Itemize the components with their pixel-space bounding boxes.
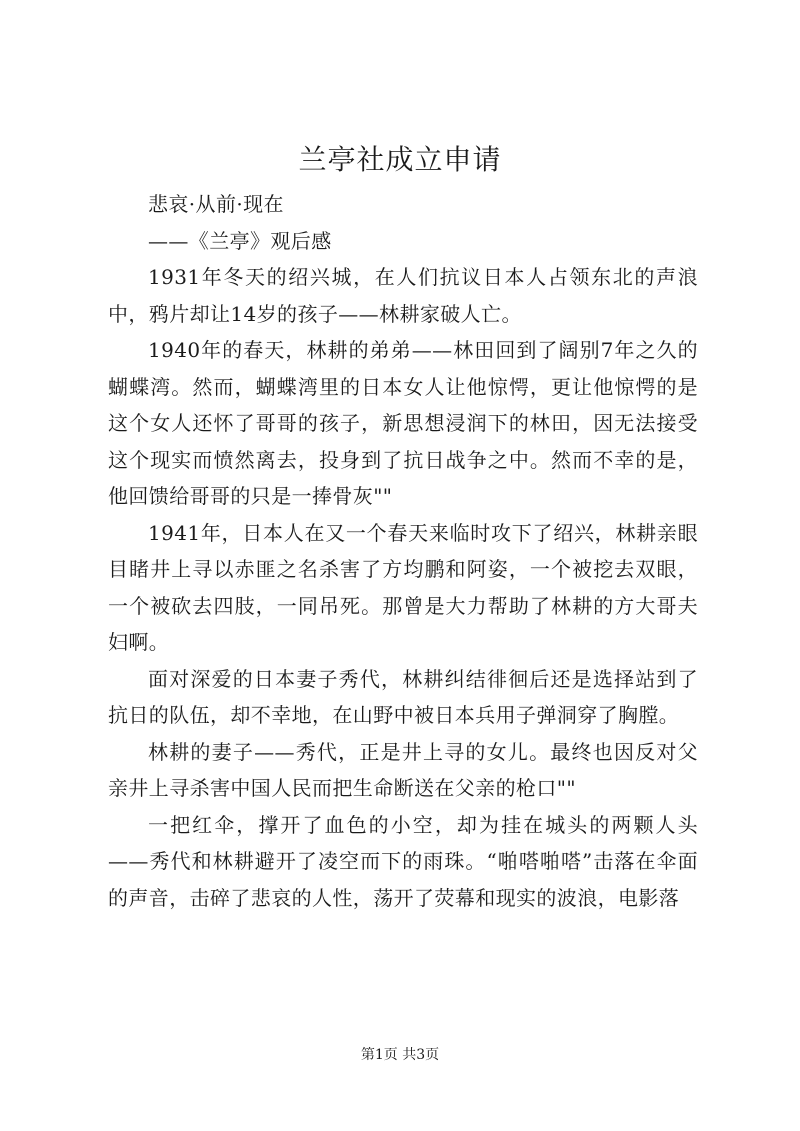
body-paragraph: 1931年冬天的绍兴城，在人们抗议日本人占领东北的声浪中，鸦片却让14岁的孩子——林耕家破人亡。 bbox=[108, 265, 698, 326]
page-footer: 第1页 共3页 bbox=[360, 1047, 440, 1063]
body-paragraph: 面对深爱的日本妻子秀代，林耕纠结徘徊后还是选择站到了抗日的队伍，却不幸地，在山野中被日本兵用子弹洞穿了胸膛。 bbox=[108, 666, 698, 727]
subtitle-line: ——《兰亭》观后感 bbox=[148, 228, 332, 253]
subtitle-line: 悲哀·从前·现在 bbox=[148, 192, 284, 216]
body-paragraph: 1941年，日本人在又一个春天来临时攻下了绍兴，林耕亲眼目睹井上寻以赤匪之名杀害了方均鹏和阿姿，一个被挖去双眼，一个被砍去四肢，一同吊死。那曾是大力帮助了林耕的方大哥夫妇啊。 bbox=[108, 520, 698, 654]
document-body bbox=[108, 186, 698, 916]
document-title: 兰亭社成立申请 bbox=[298, 143, 502, 176]
body-paragraph: 1940年的春天，林耕的弟弟——林田回到了阔别7年之久的蝴蝶湾。然而，蝴蝶湾里的日本女人让他惊愕，更让他惊愕的是这个女人还怀了哥哥的孩子，新思想浸润下的林田，因无法接受这个现实而愤然离去，投身到了抗日战争之中。然而不幸的是，他回馈给哥哥的只是一捧骨灰"" bbox=[108, 338, 698, 508]
body-paragraph: 林耕的妻子——秀代，正是井上寻的女儿。最终也因反对父亲井上寻杀害中国人民而把生命断送在父亲的枪口"" bbox=[108, 739, 698, 800]
body-paragraph: 一把红伞，撑开了血色的小空，却为挂在城头的两颗人头——秀代和林耕避开了凌空而下的雨珠。“啪嗒啪嗒”击落在伞面的声音，击碎了悲哀的人性，荡开了荧幕和现实的波浪，电影落 bbox=[108, 812, 698, 910]
